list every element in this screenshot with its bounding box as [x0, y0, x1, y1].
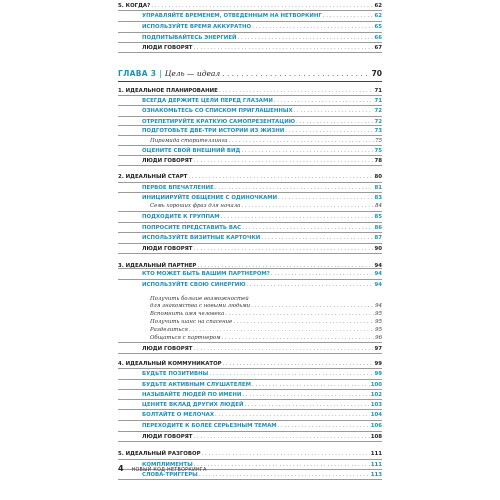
toc-entry-title: ПОДХОДИТЕ К ГРУППАМ	[142, 214, 220, 220]
page-number: 4	[118, 464, 124, 473]
separator-rule	[118, 420, 382, 421]
chapter-title: Цель — идеал	[164, 69, 221, 78]
toc-entry-title: КОМПЛИМЕНТЫ	[142, 462, 193, 468]
leader-dots	[209, 370, 373, 379]
toc-entry-page: 84	[375, 203, 382, 209]
chapter-separator: |	[159, 69, 162, 78]
toc-entry-title: Семь хороших фраз для начала	[150, 203, 241, 209]
toc-entry-page: 111	[370, 462, 382, 468]
toc-entry-title: ОЦЕНИТЕ СВОЙ ВНЕШНИЙ ВИД	[142, 148, 241, 154]
toc-entry-page: 86	[374, 225, 382, 231]
separator-rule	[118, 268, 382, 269]
page-footer	[118, 464, 207, 476]
toc-entry-page: 99	[374, 361, 382, 367]
toc-entry-page: 72	[374, 119, 382, 125]
chapter-rule	[118, 81, 382, 82]
separator-rule	[118, 95, 382, 96]
leader-dots	[271, 270, 374, 279]
toc-entry-page: 71	[374, 88, 382, 94]
separator-rule	[118, 232, 382, 233]
toc-entry-page: 65	[374, 24, 382, 30]
separator-rule	[118, 409, 382, 410]
toc-entry-title: ПОДГОТОВЬТЕ ДВЕ-ТРИ ИСТОРИИ ИЗ ЖИЗНИ	[142, 128, 285, 134]
toc-entry-page: 94	[375, 303, 382, 309]
separator-rule	[118, 399, 382, 400]
toc-entry-page: 75	[374, 148, 382, 154]
toc-entry-page: 94	[374, 282, 382, 288]
toc-entry-page: 94	[374, 271, 382, 277]
toc-entry-title: 5. КОГДА?	[118, 3, 151, 9]
toc-entry-title: 5. ИДЕАЛЬНЫЙ РАЗГОВОР	[118, 451, 201, 457]
separator-rule	[118, 253, 382, 254]
toc-entry-title: БУДЬТЕ АКТИВНЫМ СЛУШАТЕЛЕМ	[142, 382, 251, 388]
toc-entry-page: 62	[374, 13, 382, 19]
toc-entry-title: ЛЮДИ ГОВОРЯТ	[142, 45, 193, 51]
toc-entry-page: 100	[370, 382, 382, 388]
separator-rule	[118, 165, 382, 166]
chapter-page: 70	[371, 69, 382, 78]
toc-entry-title: ЦЕНИТЕ ВКЛАД ДРУГИХ ЛЮДЕЙ	[142, 402, 244, 408]
toc-entry-title: КТО МОЖЕТ БЫТЬ ВАШИМ ПАРТНЕРОМ?	[142, 271, 270, 277]
separator-rule	[118, 389, 382, 390]
toc-entry-title: Получить больше возможностей	[150, 296, 249, 302]
toc-entry-title: 3. ИДЕАЛЬНЫЙ ПАРТНЕР	[118, 263, 197, 269]
separator-rule	[118, 32, 382, 33]
toc-entry-page: 97	[374, 346, 382, 352]
separator-rule	[118, 105, 382, 106]
toc-entry[interactable]	[142, 422, 382, 431]
leader-dots	[247, 281, 374, 290]
toc-entry[interactable]	[142, 12, 382, 21]
toc-entry[interactable]	[142, 411, 382, 420]
running-title: НОВЫЙ КОД НЕТВОРКИНГА	[131, 468, 207, 473]
toc-entry-page: 71	[374, 98, 382, 104]
toc-entry-page: 66	[374, 35, 382, 41]
separator-rule	[118, 155, 382, 156]
separator-rule	[118, 182, 382, 183]
toc-entry-page: 96	[375, 335, 382, 341]
toc-entry-page: 67	[374, 45, 382, 51]
toc-entry-page: 83	[374, 195, 382, 201]
toc-entry-title: ПОДПИТЫВАЙТЕСЬ ЭНЕРГИЕЙ	[142, 35, 237, 41]
toc-entry-page: 108	[370, 434, 382, 440]
toc-entry-page: 62	[374, 3, 382, 9]
separator-rule	[118, 243, 382, 244]
toc-entry-page: 90	[374, 246, 382, 252]
separator-rule	[118, 125, 382, 126]
toc-entry-page: 78	[374, 158, 382, 164]
toc-entry-page: 75	[375, 138, 382, 144]
toc-entry-title: ПОПРОСИТЕ ПРЕДСТАВИТЬ ВАС	[142, 225, 242, 231]
separator-rule	[118, 222, 382, 223]
toc-entry-title: ПЕРЕХОДИТЕ К БОЛЕЕ СЕРЬЕЗНЫМ ТЕМАМ	[142, 423, 277, 429]
separator-rule	[118, 353, 382, 354]
toc-entry-title: Общаться с партнером	[150, 335, 221, 341]
separator-rule	[118, 116, 382, 117]
chapter-number: ГЛАВА 3	[118, 69, 157, 78]
toc-entry[interactable]	[142, 370, 382, 379]
toc-entry-page: 99	[374, 371, 382, 377]
toc-entry-page: 73	[374, 128, 382, 134]
toc-entry-title: 2. ИДЕАЛЬНЫЙ СТАРТ	[118, 174, 188, 180]
toc-entry-page: 72	[374, 108, 382, 114]
separator-rule	[118, 192, 382, 193]
separator-rule	[118, 42, 382, 43]
leader-dots	[222, 68, 369, 80]
leader-dots	[323, 12, 374, 21]
toc-entry-title: ИНИЦИИРУЙТЕ ОБЩЕНИЕ С ОДИНОЧКАМИ	[142, 195, 278, 201]
toc-entry[interactable]	[142, 234, 382, 243]
toc-entry-title: УПРАВЛЯЙТЕ ВРЕМЕНЕМ, ОТВЕДЕННЫМ НА НЕТВОРКИНГ	[142, 13, 322, 19]
toc-entry-title: ЛЮДИ ГОВОРЯТ	[142, 246, 193, 252]
separator-rule	[118, 10, 382, 11]
toc-entry-page: 94	[374, 263, 382, 269]
leader-dots	[294, 107, 374, 116]
toc-entry-title: БУДЬТЕ ПОЗИТИВНЫ	[142, 371, 209, 377]
toc-entry-page: 80	[374, 174, 382, 180]
toc-entry[interactable]	[118, 450, 382, 459]
toc-entry-page: 104	[370, 412, 382, 418]
leader-dots	[202, 450, 370, 459]
toc-entry-page: 85	[374, 214, 382, 220]
separator-rule	[118, 342, 382, 343]
toc-entry-title: 1. ИДЕАЛЬНОЕ ПЛАНИРОВАНИЕ	[118, 88, 218, 94]
toc-entry-title: Вспомнить имя человека	[150, 311, 225, 317]
toc-entry-page: 103	[370, 402, 382, 408]
separator-rule	[118, 52, 382, 53]
toc-entry-page: 102	[370, 392, 382, 398]
leader-dots	[252, 23, 373, 32]
separator-rule	[118, 379, 382, 380]
toc-entry-page: 111	[370, 451, 382, 457]
toc-entry-title: 4. ИДЕАЛЬНЫЙ КОММУНИКАТОР	[118, 361, 222, 367]
toc-entry-page: 106	[370, 423, 382, 429]
leader-dots	[241, 202, 374, 211]
toc-entry-title: БОЛТАЙТЕ О МЕЛОЧАХ	[142, 412, 215, 418]
toc-entry-title: для знакомства с новыми людьми	[150, 303, 251, 309]
leader-dots	[278, 422, 370, 431]
separator-rule	[118, 21, 382, 22]
toc-entry-page: 95	[375, 311, 382, 317]
toc-entry-title: ИСПОЛЬЗУЙТЕ ВРЕМЯ АККУРАТНО	[142, 24, 252, 30]
toc-entry-title: ИСПОЛЬЗУЙТЕ ВИЗИТНЫЕ КАРТОЧКИ	[142, 235, 261, 241]
leader-dots	[188, 173, 373, 182]
toc-entry-page: 95	[375, 319, 382, 325]
leader-dots	[215, 411, 370, 420]
separator-rule	[118, 368, 382, 369]
toc-entry-title: СЛОВА-ТРИГГЕРЫ	[142, 472, 198, 478]
toc-entry-title: ОЗНАКОМЬТЕСЬ СО СПИСКОМ ПРИГЛАШЕННЫХ	[142, 108, 293, 114]
toc-entry[interactable]	[150, 202, 382, 211]
toc-entry[interactable]	[142, 107, 382, 116]
toc-entry-page: 95	[375, 327, 382, 333]
separator-rule	[118, 459, 382, 460]
toc-entry-title: ВСЕГДА ДЕРЖИТЕ ЦЕЛИ ПЕРЕД ГЛАЗАМИ	[142, 98, 273, 104]
toc-entry-title: ОТРЕПЕТИРУЙТЕ КРАТКУЮ САМОПРЕЗЕНТАЦИЮ	[142, 119, 296, 125]
toc-entry-page: 87	[374, 235, 382, 241]
toc-entry-title: Пирамида сторителлинга	[150, 138, 228, 144]
separator-rule	[118, 479, 382, 480]
toc-entry[interactable]	[118, 173, 382, 182]
toc-entry-page: 113	[370, 472, 382, 478]
toc-entry-title: ИСПОЛЬЗУЙТЕ СВОЮ СИНЕРГИЮ	[142, 282, 246, 288]
toc-entry-title: НАЗЫВАЙТЕ ЛЮДЕЙ ПО ИМЕНИ	[142, 392, 242, 398]
separator-rule	[118, 135, 382, 136]
toc-entry-title: Разделиться	[150, 327, 188, 333]
toc-entry[interactable]	[142, 23, 382, 32]
toc-entry-title: ЛЮДИ ГОВОРЯТ	[142, 158, 193, 164]
toc-entry[interactable]	[142, 281, 382, 290]
separator-rule	[118, 431, 382, 432]
toc-entry-page: 81	[374, 185, 382, 191]
toc-entry-title: ЛЮДИ ГОВОРЯТ	[142, 434, 193, 440]
toc-entry-title: ЛЮДИ ГОВОРЯТ	[142, 346, 193, 352]
leader-dots	[221, 213, 374, 222]
chapter-heading	[118, 68, 382, 80]
separator-rule	[118, 145, 382, 146]
toc-entry-title: ПЕРВОЕ ВПЕЧАТЛЕНИЕ	[142, 185, 214, 191]
toc-entry[interactable]	[142, 213, 382, 222]
separator-rule	[118, 279, 382, 280]
separator-rule	[118, 441, 382, 442]
toc-entry-title: Получить шанс на спасение	[150, 319, 233, 325]
toc-entry[interactable]	[142, 270, 382, 279]
separator-rule	[118, 211, 382, 212]
leader-dots	[261, 234, 373, 243]
